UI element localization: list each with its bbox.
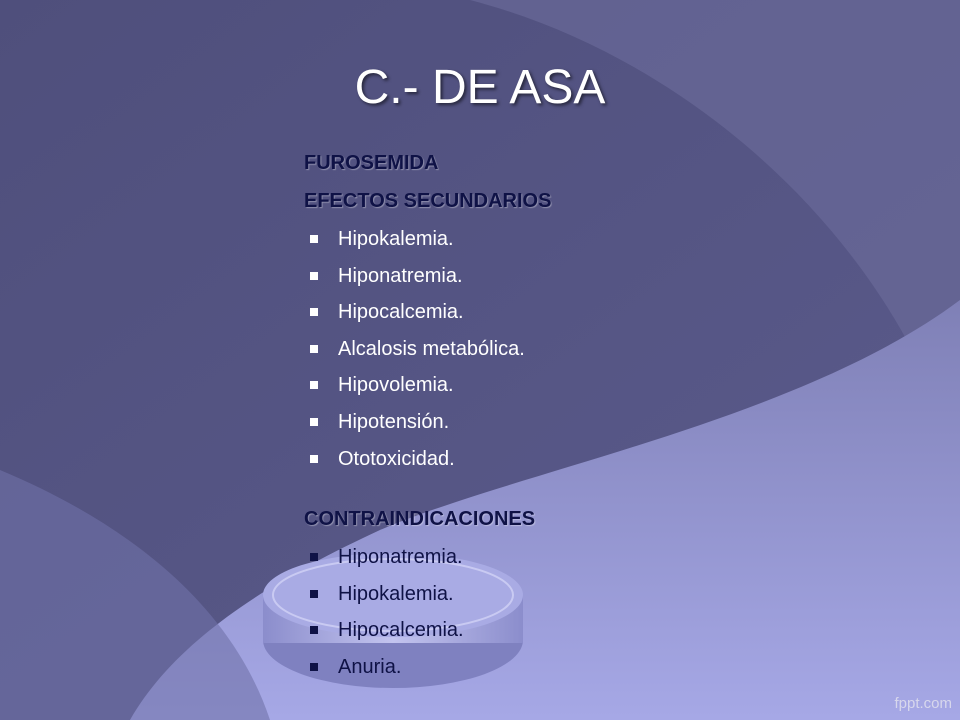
square-bullet-icon <box>310 455 318 463</box>
list-item <box>304 372 804 398</box>
list-item-label: Hiponatremia. <box>338 264 463 287</box>
square-bullet-icon <box>310 272 318 280</box>
square-bullet-icon <box>310 235 318 243</box>
list-item-label: Alcalosis metabólica. <box>338 337 525 360</box>
list-item-label: Ototoxicidad. <box>338 447 455 470</box>
square-bullet-icon <box>310 418 318 426</box>
drug-heading: FUROSEMIDA <box>304 152 439 174</box>
square-bullet-icon <box>310 590 318 598</box>
list-item <box>304 654 804 680</box>
list-item <box>304 299 804 325</box>
list-item-label: Hiponatremia. <box>338 546 463 569</box>
list-item-label: Hipovolemia. <box>338 374 454 397</box>
square-bullet-icon <box>310 553 318 561</box>
slide-title: C.- DE ASA <box>354 61 606 114</box>
square-bullet-icon <box>310 626 318 634</box>
list-item <box>304 446 804 472</box>
slide-content <box>304 150 804 691</box>
square-bullet-icon <box>310 663 318 671</box>
list-item <box>304 226 804 252</box>
side-effects-heading: EFECTOS SECUNDARIOS <box>304 190 552 212</box>
brand-watermark: fppt.com <box>894 695 952 712</box>
list-item <box>304 409 804 435</box>
list-item <box>304 263 804 289</box>
contraindications-heading: CONTRAINDICACIONES <box>304 508 536 531</box>
list-item-label: Hipokalemia. <box>338 582 454 605</box>
list-item-label: Hipocalcemia. <box>338 301 464 324</box>
list-item-label: Hipocalcemia. <box>338 619 464 642</box>
square-bullet-icon <box>310 345 318 353</box>
square-bullet-icon <box>310 381 318 389</box>
list-item-label: Hipokalemia. <box>338 228 454 250</box>
list-item <box>304 336 804 362</box>
list-item-label: Hipotensión. <box>338 410 450 433</box>
list-item <box>304 617 804 643</box>
list-item <box>304 544 804 570</box>
section-spacer <box>304 482 804 506</box>
list-item <box>304 581 804 607</box>
square-bullet-icon <box>310 308 318 316</box>
list-item-label: Anuria. <box>338 655 402 678</box>
